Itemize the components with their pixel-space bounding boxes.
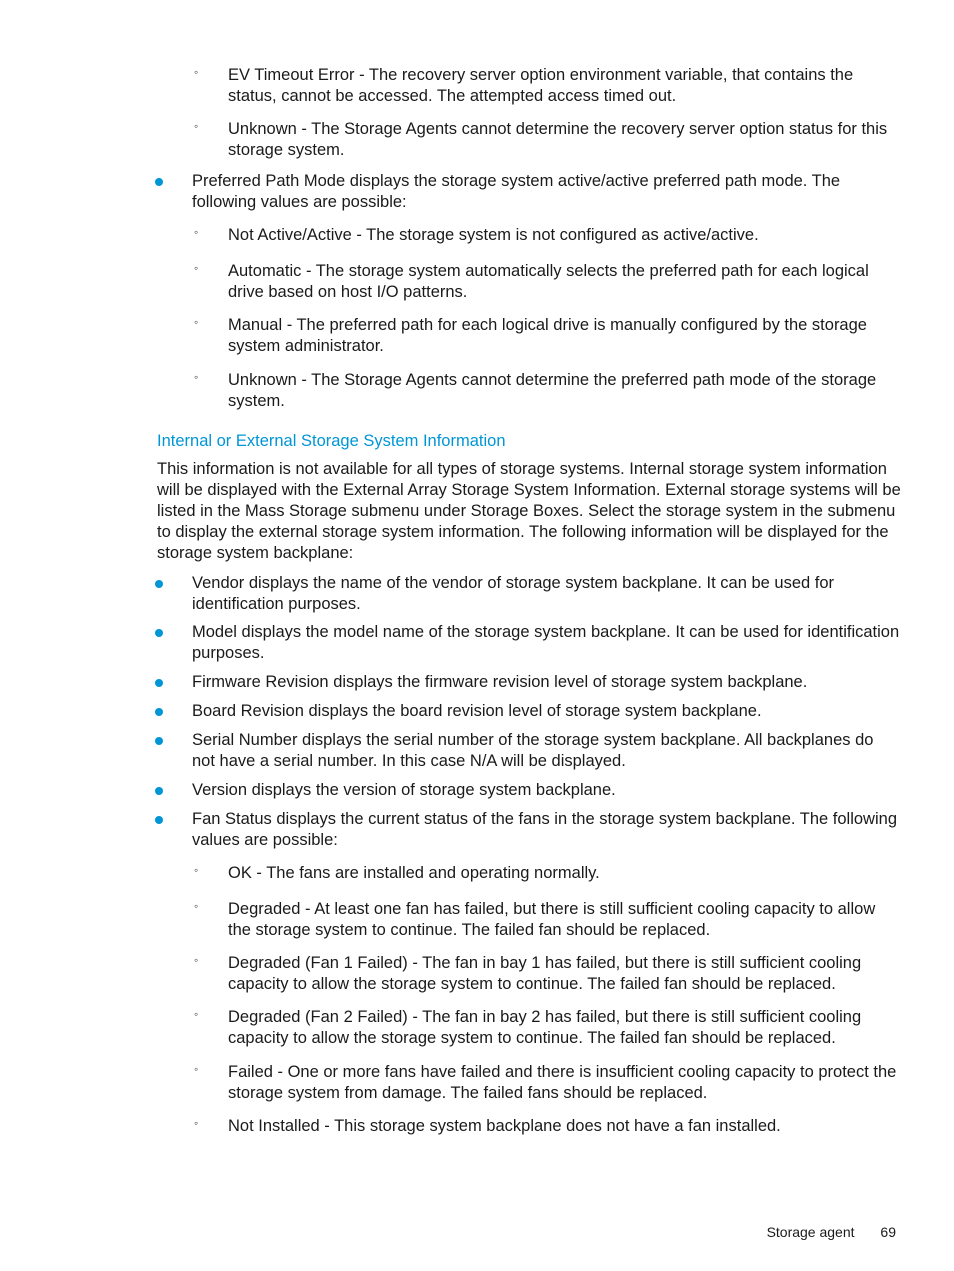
sub-item-text: Manual - The preferred path for each logical drive is manually configured by the storage system administrator.	[228, 316, 867, 355]
bullet-firmware	[192, 672, 900, 693]
sub-item-fan-ok	[194, 863, 900, 884]
sub-item-text: Degraded (Fan 2 Failed) - The fan in bay 2 has failed, but there is still sufficient cooling capacity to allow the storage system to continue. The failed fan should be replaced.	[228, 1008, 862, 1047]
sub-bullet-marker: ◦	[194, 65, 199, 79]
bullet-dot-icon	[155, 679, 163, 687]
sub-bullet-marker: ◦	[194, 1116, 199, 1130]
bullet-text: Serial Number displays the serial number of the storage system backplane. All backplanes do not have a serial number. In this case N/A will be displayed.	[192, 731, 874, 770]
bullet-dot-icon	[155, 737, 163, 745]
sub-item-fan-not-installed	[194, 1116, 900, 1137]
sub-item-text: Degraded - At least one fan has failed, but there is still sufficient cooling capacity to allow the storage system to continue. The failed fan should be replaced.	[228, 900, 876, 939]
footer-label: Storage agent	[766, 1224, 855, 1240]
bullet-dot-icon	[155, 629, 163, 637]
sub-item-text: Automatic - The storage system automatically selects the preferred path for each logical drive based on host I/O patterns.	[228, 262, 869, 301]
sub-bullet-marker: ◦	[194, 225, 199, 239]
sub-item-fan-degraded	[194, 899, 900, 941]
bullet-dot-icon	[155, 178, 163, 186]
sub-bullet-marker: ◦	[194, 1062, 199, 1076]
bullet-dot-icon	[155, 816, 163, 824]
bullet-text: Model displays the model name of the storage system backplane. It can be used for identification purposes.	[192, 623, 900, 662]
bullet-text: Firmware Revision displays the firmware revision level of storage system backplane.	[192, 673, 808, 691]
sub-bullet-marker: ◦	[194, 315, 199, 329]
bullet-vendor	[192, 573, 900, 615]
sub-bullet-marker: ◦	[194, 261, 199, 275]
bullet-version	[192, 780, 900, 801]
sub-bullet-marker: ◦	[194, 119, 199, 133]
sub-item-unknown-path	[194, 370, 900, 412]
sub-item-ev-timeout	[194, 65, 900, 107]
sub-item-text: EV Timeout Error - The recovery server option environment variable, that contains the status, cannot be accessed. The attempted access timed out.	[228, 66, 854, 105]
sub-item-fan-1-failed	[194, 953, 900, 995]
sub-item-manual	[194, 315, 900, 357]
sub-bullet-marker: ◦	[194, 863, 199, 877]
page-number: 69	[880, 1224, 896, 1240]
page-footer	[767, 1222, 896, 1243]
sub-item-automatic	[194, 261, 900, 303]
sub-item-text: Not Installed - This storage system backplane does not have a fan installed.	[228, 1117, 781, 1135]
section-heading: Internal or External Storage System Information	[157, 432, 506, 450]
bullet-serial	[192, 730, 900, 772]
sub-bullet-marker: ◦	[194, 899, 199, 913]
bullet-text: Board Revision displays the board revision level of storage system backplane.	[192, 702, 762, 720]
sub-item-text: Unknown - The Storage Agents cannot determine the recovery server option status for this storage system.	[228, 120, 888, 159]
sub-bullet-marker: ◦	[194, 1007, 199, 1021]
sub-bullet-marker: ◦	[194, 370, 199, 384]
bullet-text: Vendor displays the name of the vendor of storage system backplane. It can be used for identification purposes.	[192, 574, 835, 613]
sub-item-text: Unknown - The Storage Agents cannot determine the preferred path mode of the storage system.	[228, 371, 877, 410]
sub-bullet-marker: ◦	[194, 953, 199, 967]
sub-item-text: Degraded (Fan 1 Failed) - The fan in bay 1 has failed, but there is still sufficient cooling capacity to allow the storage system to continue. The failed fan should be replaced.	[228, 954, 862, 993]
bullet-board	[192, 701, 900, 722]
section-paragraph: This information is not available for all types of storage systems. Internal storage system information will be displayed with the External Array Storage System Information. External storage systems will be listed in the Mass Storage submenu under Storage Boxes. Select the storage system in the submenu to display the external storage system information. The following information will be displayed for the storage system backplane:	[157, 460, 901, 562]
sub-item-text: Failed - One or more fans have failed and there is insufficient cooling capacity to protect the storage system from damage. The failed fans should be replaced.	[228, 1063, 897, 1102]
bullet-dot-icon	[155, 580, 163, 588]
sub-item-fan-2-failed	[194, 1007, 900, 1049]
bullet-dot-icon	[155, 708, 163, 716]
sub-item-text: Not Active/Active - The storage system is not configured as active/active.	[228, 226, 759, 244]
bullet-dot-icon	[155, 787, 163, 795]
sub-item-fan-failed	[194, 1062, 900, 1104]
sub-item-not-active	[194, 225, 900, 246]
bullet-model	[192, 622, 900, 664]
sub-item-unknown-recovery	[194, 119, 900, 161]
sub-item-text: OK - The fans are installed and operating normally.	[228, 864, 600, 882]
bullet-text: Preferred Path Mode displays the storage system active/active preferred path mode. The following values are possible:	[192, 172, 841, 211]
bullet-fan-status	[192, 809, 900, 851]
bullet-text: Fan Status displays the current status of the fans in the storage system backplane. The following values are possible:	[192, 810, 897, 849]
bullet-text: Version displays the version of storage system backplane.	[192, 781, 616, 799]
bullet-preferred-path	[192, 171, 900, 213]
